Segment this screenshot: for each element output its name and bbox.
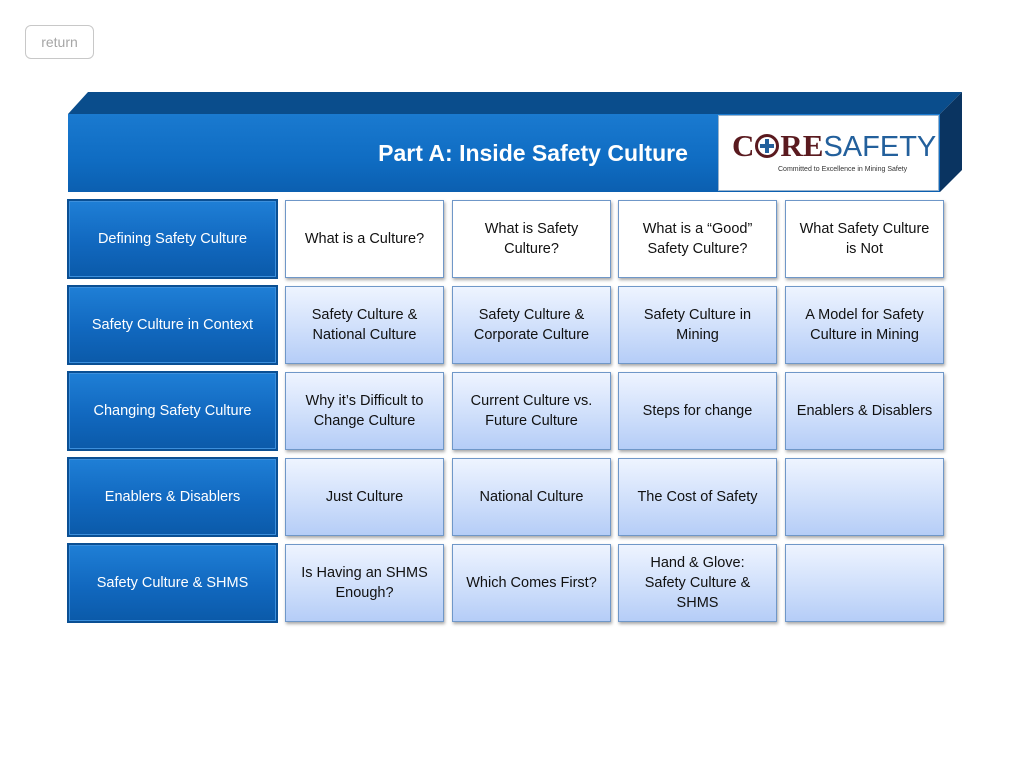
row-label-5[interactable]: Safety Culture & SHMS — [67, 543, 278, 623]
empty-topic-cell — [785, 544, 944, 622]
coresafety-logo — [718, 115, 939, 191]
row-label-2[interactable]: Safety Culture in Context — [67, 285, 278, 365]
topic-cell[interactable]: Which Comes First? — [452, 544, 611, 622]
cross-icon — [755, 134, 779, 158]
topic-cell[interactable]: What is Safety Culture? — [452, 200, 611, 278]
row-label-4[interactable]: Enablers & Disablers — [67, 457, 278, 537]
logo-wordmark: C RESAFETY — [732, 128, 937, 163]
topic-cell[interactable]: Hand & Glove: Safety Culture & SHMS — [618, 544, 777, 622]
row-label-1[interactable]: Defining Safety Culture — [67, 199, 278, 279]
topic-cell[interactable]: Current Culture vs. Future Culture — [452, 372, 611, 450]
logo-tagline: Committed to Excellence in Mining Safety — [778, 166, 908, 173]
topic-cell[interactable]: Is Having an SHMS Enough? — [285, 544, 444, 622]
topic-cell[interactable]: The Cost of Safety — [618, 458, 777, 536]
page-title: Part A: Inside Safety Culture — [378, 139, 688, 166]
topic-cell[interactable]: What Safety Culture is Not — [785, 200, 944, 278]
topic-cell[interactable]: What is a “Good” Safety Culture? — [618, 200, 777, 278]
topic-cell[interactable]: Why it’s Difficult to Change Culture — [285, 372, 444, 450]
row-label-3[interactable]: Changing Safety Culture — [67, 371, 278, 451]
header-front — [68, 114, 940, 192]
topic-cell[interactable]: Safety Culture in Mining — [618, 286, 777, 364]
topic-cell[interactable]: Enablers & Disablers — [785, 372, 944, 450]
topic-cell[interactable]: Just Culture — [285, 458, 444, 536]
topic-cell[interactable]: What is a Culture? — [285, 200, 444, 278]
topic-cell[interactable]: Safety Culture & Corporate Culture — [452, 286, 611, 364]
topic-cell[interactable]: Safety Culture & National Culture — [285, 286, 444, 364]
header-banner — [66, 92, 962, 192]
topic-cell[interactable]: Steps for change — [618, 372, 777, 450]
topic-cell[interactable]: A Model for Safety Culture in Mining — [785, 286, 944, 364]
empty-topic-cell — [785, 458, 944, 536]
topic-cell[interactable]: National Culture — [452, 458, 611, 536]
return-button[interactable]: return — [25, 25, 94, 59]
